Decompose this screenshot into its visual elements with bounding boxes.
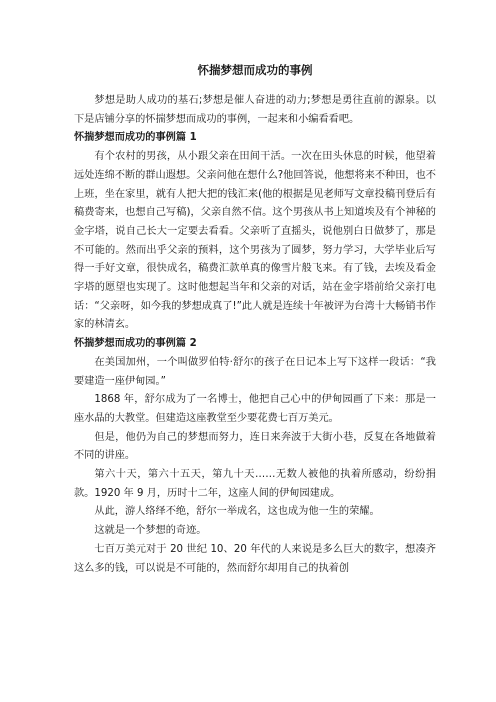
case2-paragraph-2: 1868 年，舒尔成为了一名博士，他把自己心中的伊甸园画了下来：那是一座水晶的大教堂。但建造这座教堂至少要花费七百万美元。 [74, 394, 436, 424]
case2-paragraph-7: 七百万美元对于 20 世纪 10、20 年代的人来说是多么巨大的数字，想凑齐这么多的钱，可以说是不可能的，然而舒尔却用自己的执着创 [74, 543, 436, 574]
case2-paragraph-6: 这就是一个梦想的奇迹。 [94, 525, 207, 537]
case2-heading: 怀揣梦想而成功的事例篇 2 [74, 338, 197, 350]
document-title: 怀揣梦想而成功的事例 [197, 63, 313, 77]
case1-paragraph: 有个农村的男孩，从小跟父亲在田间干活。一次在田头休息的时候，他望着远处连绵不断的群山遐想。父亲问他在想什么?他回答说，他想将来不种田，也不上班，坐在家里，就有人把大把的钱汇来(他的根据是见老师写文章投稿刊登后有稿费寄来，也想自己写稿)，父亲自然不信。这个男孩从书上知道埃及有个神秘的金字塔，说自己长大一定要去看看。父亲听了直摇头，说他别白日做梦了，那是不可能的。然而出乎父亲的预料，这个男孩为了圆梦，努力学习，大学毕业后写得一手好文章，很快成名，稿费汇款单真的像雪片般飞来。有了钱，去埃及看金字塔的愿望也实现了。这时他想起当年和父亲的对话，站在金字塔前给父亲打电话：“父亲呀，如今我的梦想成真了!”此人就是连续十年被评为台湾十大畅销书作家的林清玄。 [74, 151, 436, 331]
case2-paragraph-3: 但是，他仍为自己的梦想而努力，连日来奔波于大街小巷，反复在各地做着不同的讲座。 [74, 431, 436, 462]
case2-paragraph-4: 第六十天，第六十五天，第九十天……无数人被他的执着所感动，纷纷捐款。1920 年 9 月，历时十二年，这座人间的伊甸园建成。 [74, 469, 436, 499]
case2-paragraph-5: 从此，游人络绎不绝，舒尔一举成名，这也成为他一生的荣耀。 [94, 506, 380, 518]
case2-paragraph-1: 在美国加州，一个叫做罗伯特·舒尔的孩子在日记本上写下这样一段话：“我要建造一座伊甸园。” [74, 356, 436, 387]
intro-paragraph: 梦想是助人成功的基石;梦想是催人奋进的动力;梦想是勇往直前的源泉。以下是店铺分享的怀揣梦想而成功的事例，一起来和小编看看吧。 [74, 95, 436, 125]
case1-heading: 怀揣梦想而成功的事例篇 1 [74, 132, 197, 144]
